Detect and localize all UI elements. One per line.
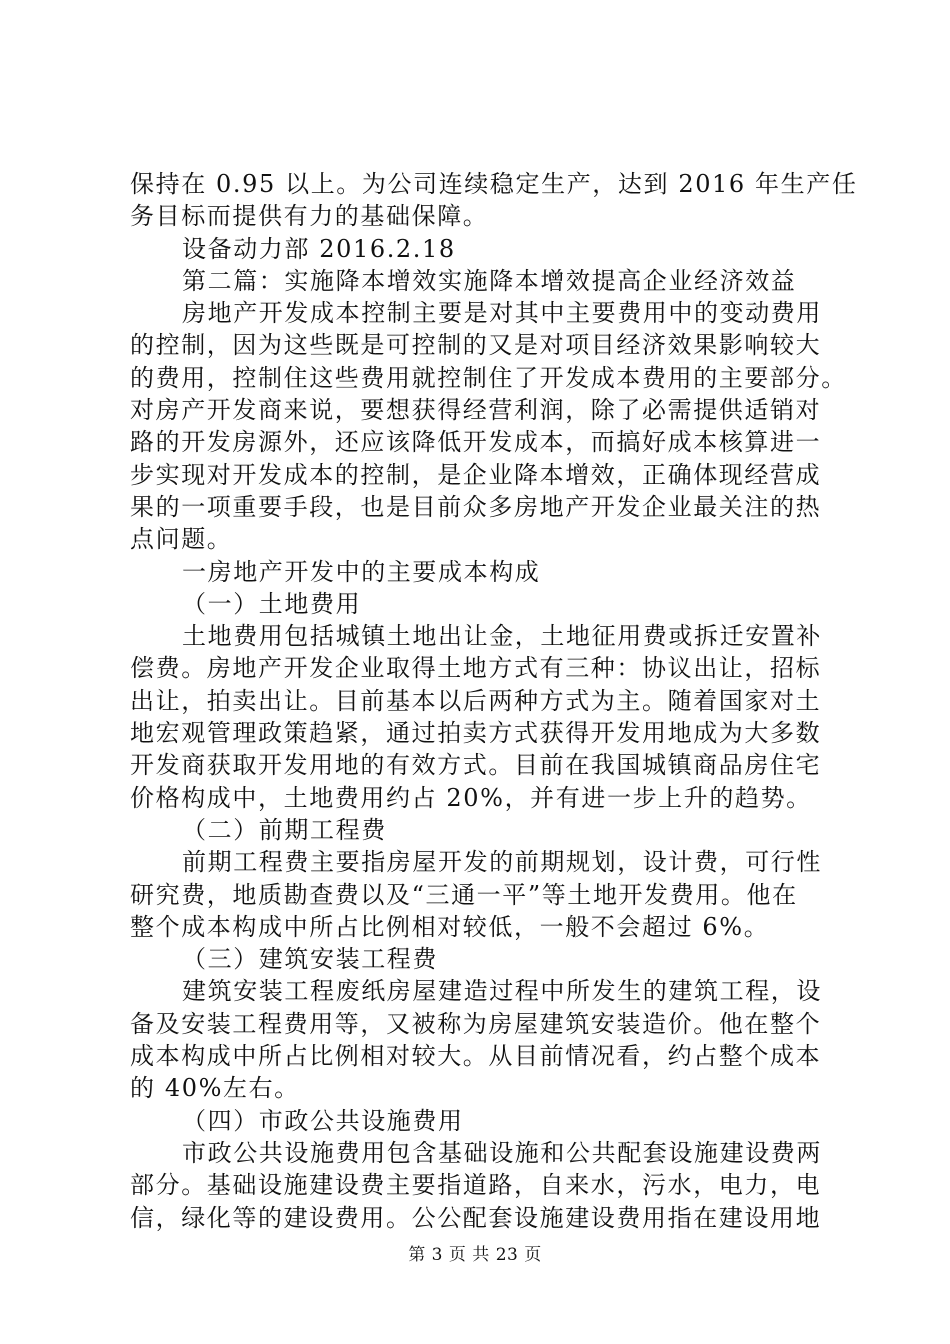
text-line: 部分。基础设施建设费主要指道路，自来水，污水，电力，电: [130, 1171, 822, 1200]
text-line: 设备动力部 2016.2.18: [182, 234, 456, 263]
text-line: 土地费用包括城镇土地出让金，土地征用费或拆迁安置补: [182, 622, 822, 651]
text-line: （三）建筑安装工程费: [182, 945, 438, 974]
text-line: 点问题。: [130, 525, 233, 554]
text-line: 保持在 0.95 以上。为公司连续稳定生产，达到 2016 年生产任: [130, 170, 858, 198]
text-line: 一房地产开发中的主要成本构成: [182, 557, 541, 586]
text-line: 价格构成中，土地费用约占 20%，并有进一步上升的趋势。: [130, 783, 812, 812]
document-body: [130, 168, 858, 1234]
text-line: 的 40%左右。: [130, 1074, 300, 1103]
text-line: 步实现对开发成本的控制，是企业降本增效，正确体现经营成: [130, 460, 822, 489]
text-line: 务目标而提供有力的基础保障。: [130, 202, 489, 231]
text-line: 整个成本构成中所占比例相对较低，一般不会超过 6%。: [130, 912, 770, 941]
text-line: 前期工程费主要指房屋开发的前期规划，设计费，可行性: [182, 848, 822, 877]
text-line: 信，绿化等的建设费用。公公配套设施建设费用指在建设用地: [130, 1203, 822, 1232]
text-line: 的费用，控制住这些费用就控制住了开发成本费用的主要部分。: [130, 363, 847, 392]
text-line: 偿费。房地产开发企业取得土地方式有三种：协议出让，招标: [130, 654, 822, 683]
text-line: （二）前期工程费: [182, 815, 387, 844]
text-line: 出让，拍卖出让。目前基本以后两种方式为主。随着国家对土: [130, 686, 822, 715]
text-line: 成本构成中所占比例相对较大。从目前情况看，约占整个成本: [130, 1042, 822, 1071]
text-line: 地宏观管理政策趋紧，通过拍卖方式获得开发用地成为大多数: [130, 719, 822, 748]
text-line: 开发商获取开发用地的有效方式。目前在我国城镇商品房住宅: [130, 751, 822, 780]
text-line: 建筑安装工程废纸房屋建造过程中所发生的建筑工程，设: [182, 977, 822, 1006]
text-line: 市政公共设施费用包含基础设施和公共配套设施建设费两: [182, 1138, 822, 1167]
text-line: 研究费，地质勘查费以及“三通一平”等土地开发费用。他在: [130, 880, 798, 909]
text-line: 备及安装工程费用等，又被称为房屋建筑安装造价。他在整个: [130, 1009, 822, 1038]
text-line: 路的开发房源外，还应该降低开发成本，而搞好成本核算进一: [130, 428, 822, 457]
text-line: 房地产开发成本控制主要是对其中主要费用中的变动费用: [182, 299, 822, 328]
page-footer: 第 3 页 共 23 页: [408, 1245, 542, 1265]
text-line: （一）土地费用: [182, 589, 362, 618]
text-line: （四）市政公共设施费用: [182, 1106, 464, 1135]
text-line: 对房产开发商来说，要想获得经营利润，除了必需提供适销对: [130, 396, 822, 425]
text-line: 第二篇：实施降本增效实施降本增效提高企业经济效益: [182, 266, 797, 295]
text-line: 果的一项重要手段，也是目前众多房地产开发企业最关注的热: [130, 492, 822, 521]
text-line: 的控制，因为这些既是可控制的又是对项目经济效果影响较大: [130, 331, 822, 360]
